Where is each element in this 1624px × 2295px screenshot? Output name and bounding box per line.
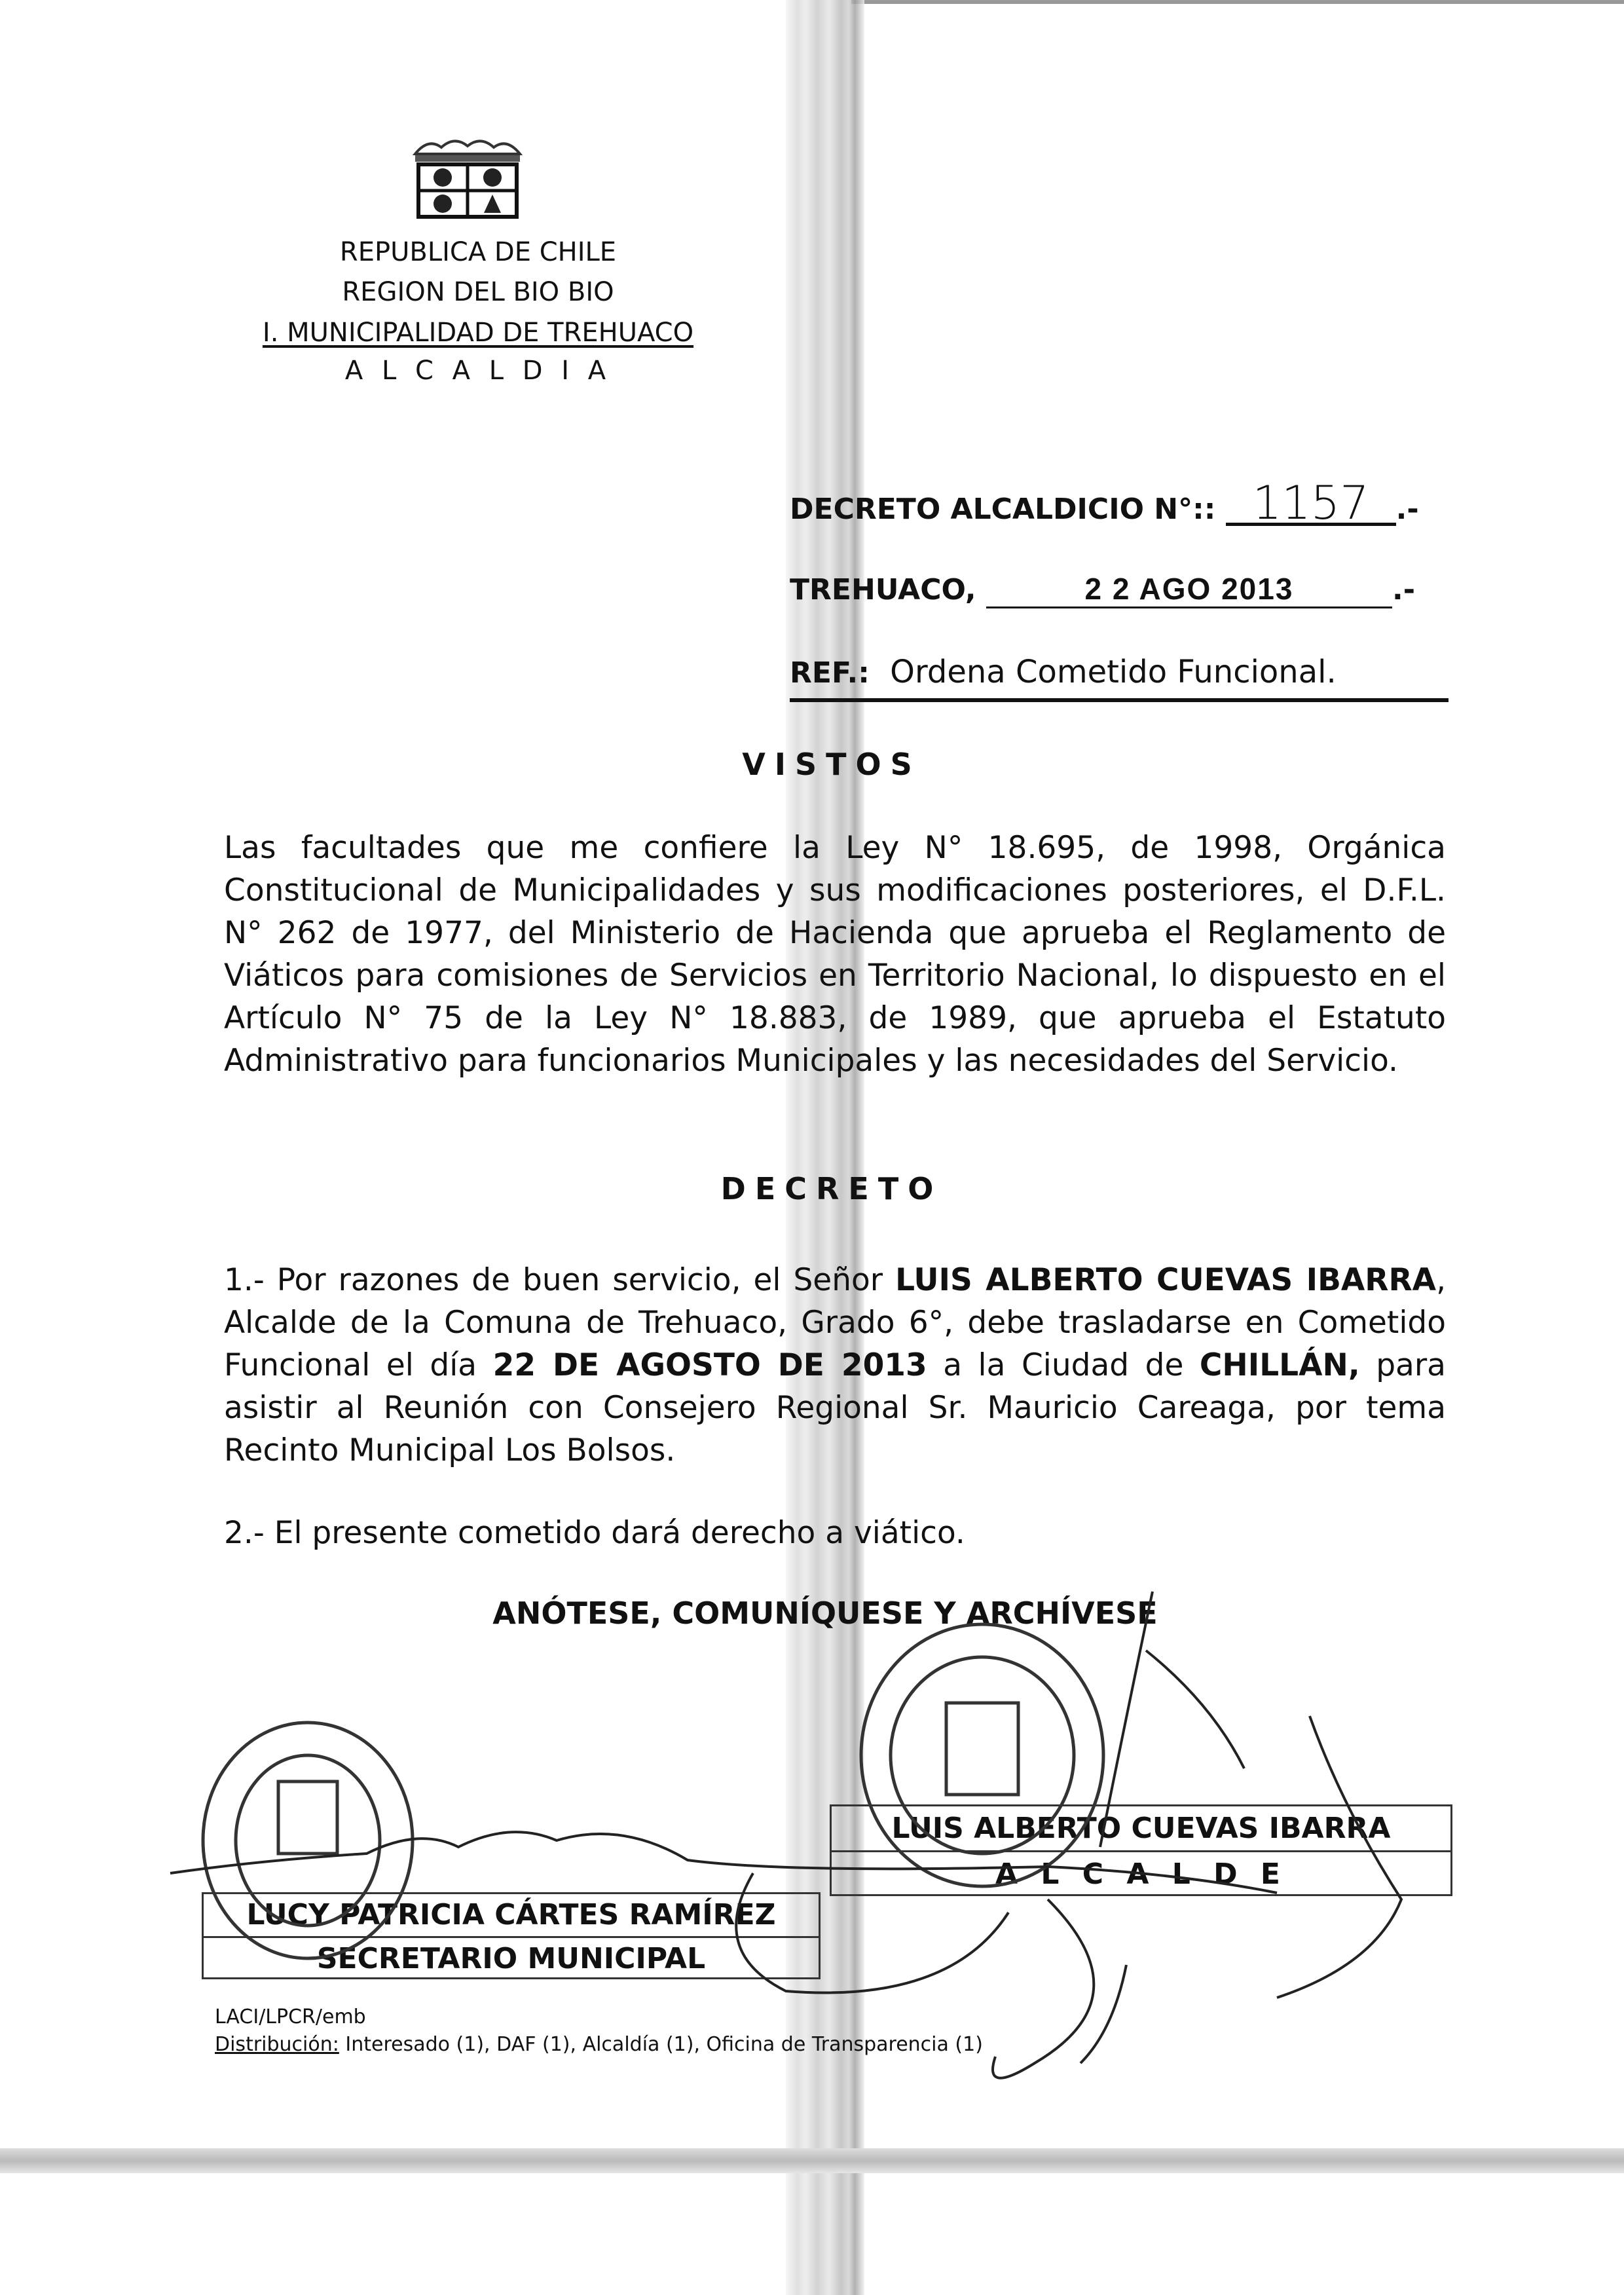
decreto-item-1: [224, 1259, 1446, 1472]
header-municipality: I. MUNICIPALIDAD DE TREHUACO: [262, 318, 694, 348]
distribution-text: Interesado (1), DAF (1), Alcaldía (1), Oficina de Transparencia (1): [339, 2033, 983, 2056]
item1-date: 22 DE AGOSTO DE 2013: [492, 1347, 927, 1383]
scan-bottom-band: [0, 2148, 1624, 2173]
decreto-item-2: 2.- El presente cometido dará derecho a viático.: [224, 1515, 965, 1551]
item1-text: , Alcalde de la Comuna de Trehuaco, Grado 6°, debe trasladarse en Cometido Funcional el día: [224, 1262, 1447, 1383]
mayor-title: A L C A L D E: [995, 1857, 1287, 1891]
secretary-name: LUCY PATRICIA CÁRTES RAMÍREZ: [204, 1894, 819, 1938]
decree-number-value: 1157: [1226, 483, 1396, 526]
header-region: REGION DEL BIO BIO: [342, 277, 614, 307]
secretary-signature-box: [202, 1892, 821, 1979]
scan-edge: [851, 0, 1624, 4]
suffix: .-: [1392, 573, 1415, 606]
ref-label: REF.:: [790, 656, 870, 690]
footer-initials: LACI/LPCR/emb: [215, 2006, 366, 2028]
item1-name: LUIS ALBERTO CUEVAS IBARRA: [895, 1262, 1437, 1298]
decree-number-line: [790, 476, 1419, 530]
decreto-title: DECRETO: [720, 1171, 943, 1206]
item1-text: 1.- Por razones de buen servicio, el Señor: [224, 1262, 896, 1298]
vistos-title: VISTOS: [742, 747, 921, 782]
date-stamp: 2 2 AGO 2013: [986, 571, 1392, 608]
place-date-line: [790, 571, 1415, 608]
footer-distribution: [215, 2033, 983, 2056]
decree-number-label: DECRETO ALCALDICIO N°::: [790, 493, 1216, 526]
item1-text: a la Ciudad de: [927, 1347, 1200, 1383]
suffix: .-: [1395, 493, 1419, 526]
header-alcaldia: A L C A L D I A: [344, 356, 612, 386]
ref-line: [790, 654, 1449, 702]
mayor-signature-box: [830, 1804, 1452, 1896]
coat-of-arms-icon: [402, 134, 533, 219]
header-republic: REPUBLICA DE CHILE: [339, 237, 617, 267]
place-label: TREHUACO,: [790, 573, 976, 606]
item1-text: para asistir al Reunión con Consejero Regional Sr. Mauricio Careaga, por tema Recinto Municipal Los Bolsos.: [224, 1347, 1446, 1468]
mayor-name: LUIS ALBERTO CUEVAS IBARRA: [832, 1806, 1450, 1852]
distribution-label: Distribución:: [215, 2033, 339, 2056]
secretary-title: SECRETARIO MUNICIPAL: [316, 1941, 706, 1975]
closing-formula: ANÓTESE, COMUNÍQUESE Y ARCHÍVESE: [492, 1595, 1158, 1631]
item1-city: CHILLÁN,: [1199, 1347, 1360, 1383]
ref-value: Ordena Cometido Funcional.: [890, 654, 1337, 690]
vistos-paragraph: Las facultades que me confiere la Ley N° 18.695, de 1998, Orgánica Constitucional de Municipalidades y sus modificaciones posteriores, el D.F.L. N° 262 de 1977, del Ministerio de Hacienda que aprueba el Reglamento de Viáticos para comisiones de Servicios en Territorio Nacional, lo dispuesto en el Artículo N° 75 de la Ley N° 18.883, de 1989, que aprueba el Estatuto Administrativo para funcionarios Municipales y las necesidades del Servicio.: [224, 830, 1446, 1079]
